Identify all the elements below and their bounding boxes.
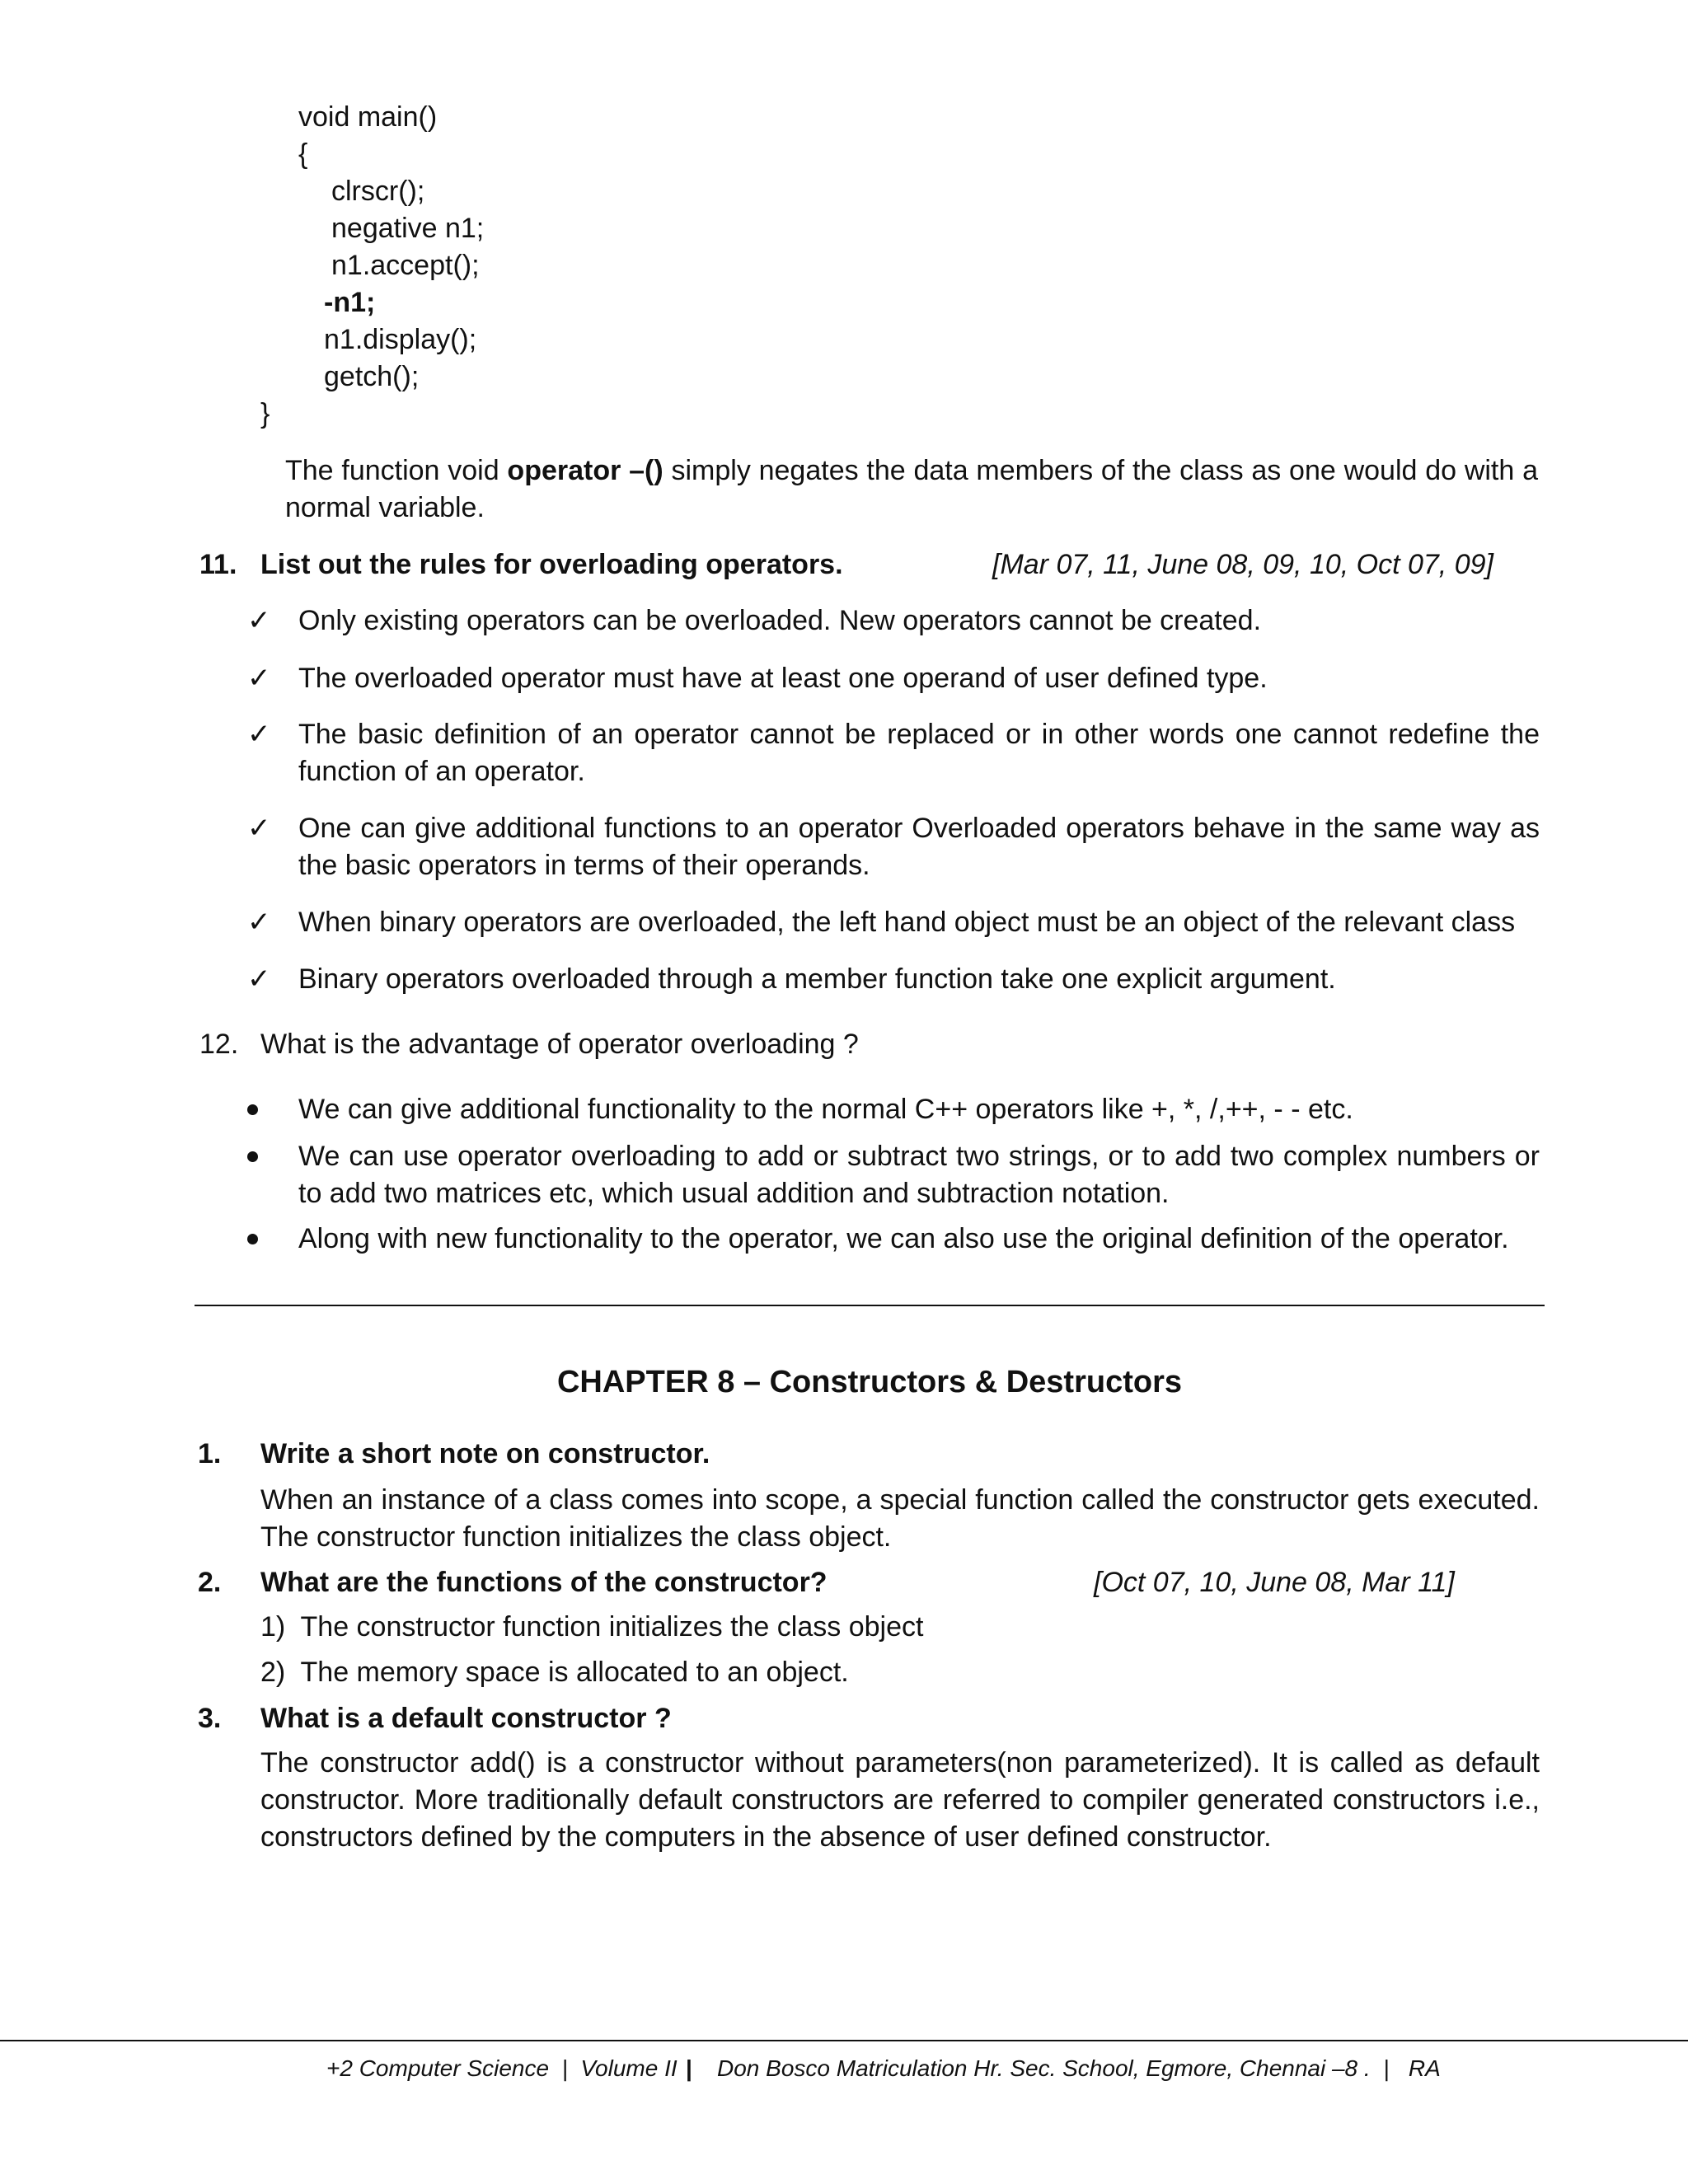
operator-note-bold: operator –() (507, 455, 663, 486)
exam-reference: [Mar 07, 11, June 08, 09, 10, Oct 07, 09] (992, 549, 1493, 580)
list-item: Binary operators overloaded through a member function take one explicit argument. (298, 963, 1336, 995)
question-number: 2. (198, 1567, 222, 1598)
check-icon: ✓ (247, 907, 271, 938)
list-item: We can use operator overloading to add or subtract two strings, or to add two complex numbers or to add two matrices etc, which usual addition and subtraction notation. (298, 1141, 1540, 1209)
question-text: Write a short note on constructor. (260, 1438, 710, 1469)
code-line: n1.accept(); (331, 250, 480, 281)
exam-reference: [Oct 07, 10, June 08, Mar 11] (1094, 1567, 1455, 1598)
list-item: One can give additional functions to an operator Overloaded operators behave in the same way as the basic operators in terms of their operands. (298, 813, 1540, 881)
check-icon: ✓ (247, 663, 271, 694)
section-divider (195, 1305, 1545, 1306)
list-item: Only existing operators can be overloaded. New operators cannot be created. (298, 605, 1262, 636)
code-line: clrscr(); (331, 176, 425, 207)
bullet-icon (247, 1151, 258, 1162)
code-line: void main() (298, 101, 438, 133)
operator-note-post: simply negates the data members of the class as one would do with a normal variable. (285, 455, 1538, 523)
list-item: The overloaded operator must have at least one operand of user defined type. (298, 663, 1268, 694)
code-line: n1.display(); (324, 324, 477, 355)
answer-text: The constructor add() is a constructor without parameters(non parameterized). It is called as default constructor. More traditionally default constructors are referred to compiler generated constructors i.e., constructors defined by the computers in the absence of user defined constructor. (260, 1747, 1540, 1853)
check-icon: ✓ (247, 719, 271, 750)
answer-text: When an instance of a class comes into scope, a special function called the constructor gets executed. The constructor function initializes the class object. (260, 1484, 1540, 1553)
question-text: What are the functions of the constructor? (260, 1567, 828, 1598)
question-number: 12. (199, 1029, 239, 1060)
check-icon: ✓ (247, 605, 271, 636)
check-icon: ✓ (247, 813, 271, 844)
footer-left: +2 Computer Science | Volume II (326, 2055, 678, 2081)
question-text: List out the rules for overloading operators. (260, 549, 843, 580)
code-line: negative n1; (331, 213, 485, 244)
list-item: 1) The constructor function initializes the class object (260, 1611, 924, 1643)
code-line: getch(); (324, 361, 420, 392)
footer-rule (0, 2040, 1688, 2041)
question-number: 3. (198, 1703, 222, 1734)
code-line: { (298, 138, 308, 170)
footer-right: Don Bosco Matriculation Hr. Sec. School, Egmore, Chennai –8 . | RA (717, 2055, 1441, 2081)
list-item: We can give additional functionality to the normal C++ operators like +, *, /,++, - - etc. (298, 1094, 1353, 1125)
list-item: The basic definition of an operator cannot be replaced or in other words one cannot redefine the function of an operator. (298, 719, 1540, 787)
check-icon: ✓ (247, 963, 271, 995)
chapter-title: CHAPTER 8 – Constructors & Destructors (556, 1365, 1183, 1399)
list-item: When binary operators are overloaded, the left hand object must be an object of the relevant class (298, 907, 1516, 938)
question-text: What is a default constructor ? (260, 1703, 672, 1734)
code-line: } (260, 398, 270, 429)
bullet-icon (247, 1104, 258, 1115)
question-text: What is the advantage of operator overloading ? (260, 1029, 859, 1060)
bullet-icon (247, 1234, 258, 1244)
question-number: 1. (198, 1438, 222, 1469)
footer-separator: | (686, 2055, 692, 2081)
code-line: -n1; (324, 287, 376, 318)
question-number: 11. (199, 549, 237, 580)
list-item: Along with new functionality to the operator, we can also use the original definition of the operator. (298, 1223, 1509, 1254)
list-item: 2) The memory space is allocated to an object. (260, 1657, 849, 1688)
operator-note (285, 452, 1538, 527)
operator-note-pre: The function void (285, 455, 508, 486)
